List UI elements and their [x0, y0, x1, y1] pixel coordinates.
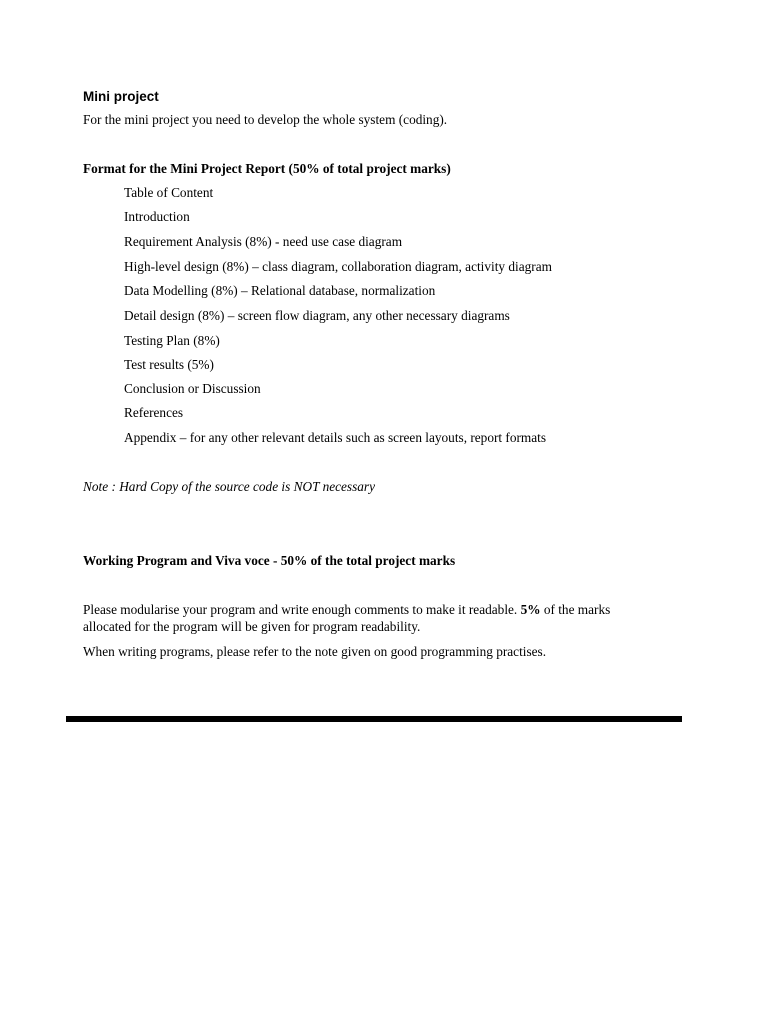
list-item: Test results (5%): [124, 357, 214, 372]
list-item: Requirement Analysis (8%) - need use case diagram: [124, 234, 403, 249]
report-format-heading: Format for the Mini Project Report (50% of total project marks): [83, 161, 451, 176]
mini-project-intro: For the mini project you need to develop the whole system (coding).: [83, 112, 448, 127]
list-item: Introduction: [124, 209, 190, 224]
source-code-note: Note : Hard Copy of the source code is NOT necessary: [83, 479, 375, 494]
list-item: Detail design (8%) – screen flow diagram, any other necessary diagrams: [124, 308, 510, 323]
list-item: Data Modelling (8%) – Relational database, normalization: [124, 283, 436, 298]
working-program-heading: Working Program and Viva voce - 50% of the total project marks: [83, 553, 456, 568]
list-item: High-level design (8%) – class diagram, collaboration diagram, activity diagram: [124, 259, 552, 274]
list-item: Appendix – for any other relevant details such as screen layouts, report formats: [124, 430, 547, 445]
list-item: Table of Content: [124, 185, 214, 200]
readability-percent: 5%: [520, 602, 541, 617]
mini-project-heading: Mini project: [83, 89, 159, 104]
readability-text: Please modularise your program and write enough comments to make it readable.: [83, 602, 521, 617]
programming-practises-paragraph: When writing programs, please refer to the note given on good programming practises.: [83, 644, 547, 659]
list-item: Testing Plan (8%): [124, 333, 220, 348]
readability-paragraph-line2: allocated for the program will be given for program readability.: [83, 619, 421, 634]
horizontal-rule: [66, 716, 682, 722]
list-item: References: [124, 405, 184, 420]
readability-paragraph-line1: [83, 602, 610, 618]
readability-text-end: of the marks: [540, 602, 611, 617]
list-item: Conclusion or Discussion: [124, 381, 261, 396]
